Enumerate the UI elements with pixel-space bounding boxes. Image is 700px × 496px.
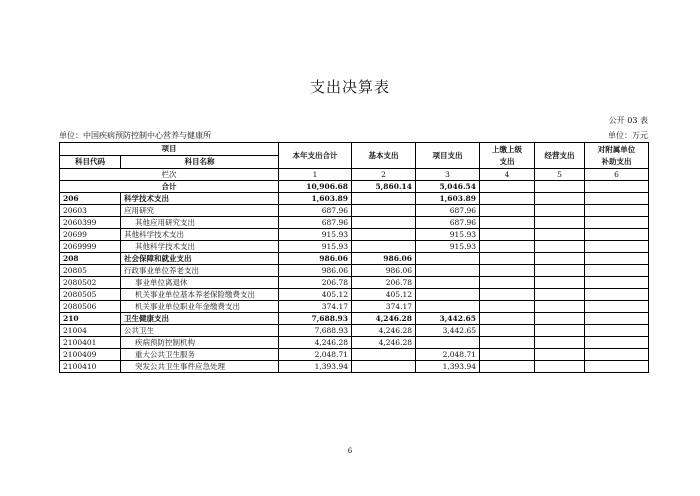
row-project: [416, 301, 480, 313]
row-name: 其他科学技术支出: [121, 241, 279, 253]
row-total: 1,393.94: [279, 361, 352, 373]
row-basic: 405.12: [352, 289, 416, 301]
row-name: 其他科学技术支出: [121, 229, 279, 241]
empty-cell: [480, 193, 535, 205]
header-total: 本年支出合计: [279, 143, 352, 169]
table-row: [60, 217, 649, 229]
table-row: [60, 265, 649, 277]
row-basic: 4,246.28: [352, 325, 416, 337]
row-basic: 986.06: [352, 253, 416, 265]
expenditure-table: [59, 142, 649, 373]
total-row: [60, 181, 649, 193]
row-code: 21004: [60, 325, 121, 337]
table-row: [60, 301, 649, 313]
row-total: 1,603.89: [279, 193, 352, 205]
form-number: 公开 03 表: [608, 116, 648, 125]
empty-cell: [585, 277, 649, 289]
empty-cell: [480, 205, 535, 217]
empty-cell: [585, 361, 649, 373]
row-basic: 206.78: [352, 277, 416, 289]
empty-cell: [535, 217, 585, 229]
empty-cell: [480, 229, 535, 241]
empty-cell: [585, 349, 649, 361]
row-name: 应用研究: [121, 205, 279, 217]
header-basic: 基本支出: [352, 143, 416, 169]
row-name: 行政事业单位养老支出: [121, 265, 279, 277]
empty-cell: [585, 325, 649, 337]
table-row: [60, 205, 649, 217]
row-code: 2080505: [60, 289, 121, 301]
empty-cell: [535, 253, 585, 265]
empty-cell: [535, 361, 585, 373]
empty-cell: [480, 241, 535, 253]
row-code: 20699: [60, 229, 121, 241]
total-label: 合计: [60, 181, 279, 193]
table-row: [60, 277, 649, 289]
total-amount: 10,906.68: [279, 181, 352, 193]
row-basic: 4,246.28: [352, 337, 416, 349]
column-index-row: [60, 169, 649, 181]
total-project: 5,046.54: [416, 181, 480, 193]
row-code: 2060399: [60, 217, 121, 229]
table-row: [60, 361, 649, 373]
row-total: 915.93: [279, 229, 352, 241]
page-title: 支出决算表: [309, 78, 390, 96]
row-code: 20603: [60, 205, 121, 217]
row-project: 915.93: [416, 229, 480, 241]
row-total: 986.06: [279, 253, 352, 265]
row-basic: [352, 205, 416, 217]
row-name: 疾病预防控制机构: [121, 337, 279, 349]
empty-cell: [585, 217, 649, 229]
empty-cell: [480, 313, 535, 325]
row-total: 206.78: [279, 277, 352, 289]
empty-cell: [535, 277, 585, 289]
column-index: 3: [416, 169, 480, 181]
header-upper-line2: 支出: [499, 156, 515, 166]
column-index: 4: [480, 169, 535, 181]
empty-cell: [480, 349, 535, 361]
empty-cell: [585, 181, 649, 193]
header-project: 项目: [60, 143, 279, 156]
row-name: 事业单位离退休: [121, 277, 279, 289]
empty-cell: [480, 325, 535, 337]
row-total: 7,688.93: [279, 325, 352, 337]
row-project: [416, 253, 480, 265]
empty-cell: [585, 193, 649, 205]
empty-cell: [535, 205, 585, 217]
row-name: 卫生健康支出: [121, 313, 279, 325]
column-index: 1: [279, 169, 352, 181]
empty-cell: [585, 205, 649, 217]
row-name: 其他应用研究支出: [121, 217, 279, 229]
currency-label: 单位：万元: [608, 131, 648, 140]
empty-cell: [535, 313, 585, 325]
empty-cell: [535, 193, 585, 205]
header-upper-line1: 上缴上级: [492, 144, 522, 154]
empty-cell: [480, 277, 535, 289]
row-project: 2,048.71: [416, 349, 480, 361]
row-total: 687.96: [279, 205, 352, 217]
empty-cell: [535, 349, 585, 361]
row-project: 915.93: [416, 241, 480, 253]
empty-cell: [480, 265, 535, 277]
row-name: 社会保障和就业支出: [121, 253, 279, 265]
row-total: 986.06: [279, 265, 352, 277]
empty-cell: [480, 217, 535, 229]
header-subsidiary-line1: 对附属单位: [597, 144, 636, 154]
empty-cell: [585, 301, 649, 313]
header-code: 科目代码: [60, 156, 121, 169]
header-business: 经营支出: [535, 143, 585, 169]
table-row: [60, 325, 649, 337]
row-code: 2069999: [60, 241, 121, 253]
table-row: [60, 229, 649, 241]
table-row: [60, 349, 649, 361]
row-total: 4,246.28: [279, 337, 352, 349]
header-subsidiary-line2: 补助支出: [601, 156, 632, 166]
table-row: [60, 313, 649, 325]
row-code: 208: [60, 253, 121, 265]
table-row: [60, 289, 649, 301]
row-basic: [352, 217, 416, 229]
header-subsidiary: [585, 143, 649, 169]
row-basic: [352, 361, 416, 373]
page-number: 6: [347, 447, 353, 455]
row-total: 374.17: [279, 301, 352, 313]
empty-cell: [535, 301, 585, 313]
column-index: 5: [535, 169, 585, 181]
empty-cell: [585, 265, 649, 277]
row-name: 机关事业单位基本养老保险缴费支出: [121, 289, 279, 301]
column-index-label: 栏次: [60, 169, 279, 181]
row-name: 科学技术支出: [121, 193, 279, 205]
empty-cell: [585, 241, 649, 253]
row-project: 3,442.65: [416, 313, 480, 325]
row-basic: [352, 193, 416, 205]
empty-cell: [480, 301, 535, 313]
empty-cell: [535, 241, 585, 253]
row-basic: 4,246.28: [352, 313, 416, 325]
row-code: 210: [60, 313, 121, 325]
header-project-expenditure: 项目支出: [416, 143, 480, 169]
row-code: 2080502: [60, 277, 121, 289]
empty-cell: [480, 337, 535, 349]
row-code: 2080506: [60, 301, 121, 313]
empty-cell: [535, 229, 585, 241]
empty-cell: [480, 253, 535, 265]
column-index: 2: [352, 169, 416, 181]
row-project: [416, 265, 480, 277]
empty-cell: [585, 337, 649, 349]
empty-cell: [480, 181, 535, 193]
total-basic: 5,860.14: [352, 181, 416, 193]
row-project: 1,393.94: [416, 361, 480, 373]
table-row: [60, 337, 649, 349]
row-project: [416, 289, 480, 301]
empty-cell: [535, 337, 585, 349]
header-upper: [480, 143, 535, 169]
row-total: 405.12: [279, 289, 352, 301]
row-name: 重大公共卫生服务: [121, 349, 279, 361]
row-name: 公共卫生: [121, 325, 279, 337]
row-project: [416, 337, 480, 349]
row-code: 20805: [60, 265, 121, 277]
header-name: 科目名称: [121, 156, 279, 169]
row-basic: 374.17: [352, 301, 416, 313]
row-code: 2100410: [60, 361, 121, 373]
row-code: 2100409: [60, 349, 121, 361]
unit-label: 单位：中国疾病预防控制中心营养与健康所: [59, 131, 211, 140]
empty-cell: [585, 253, 649, 265]
table-row: [60, 193, 649, 205]
row-project: 1,603.89: [416, 193, 480, 205]
empty-cell: [480, 361, 535, 373]
row-name: 突发公共卫生事件应急处理: [121, 361, 279, 373]
column-index: 6: [585, 169, 649, 181]
row-project: 687.96: [416, 205, 480, 217]
row-code: 206: [60, 193, 121, 205]
empty-cell: [535, 289, 585, 301]
row-total: 687.96: [279, 217, 352, 229]
header-row: [60, 143, 649, 156]
empty-cell: [535, 181, 585, 193]
table-row: [60, 241, 649, 253]
table-row: [60, 253, 649, 265]
row-total: 915.93: [279, 241, 352, 253]
row-code: 2100401: [60, 337, 121, 349]
empty-cell: [585, 313, 649, 325]
empty-cell: [480, 289, 535, 301]
empty-cell: [585, 289, 649, 301]
row-project: 687.96: [416, 217, 480, 229]
row-basic: 986.06: [352, 265, 416, 277]
row-project: 3,442.65: [416, 325, 480, 337]
row-total: 7,688.93: [279, 313, 352, 325]
row-basic: [352, 241, 416, 253]
row-basic: [352, 349, 416, 361]
empty-cell: [585, 229, 649, 241]
row-total: 2,048.71: [279, 349, 352, 361]
empty-cell: [535, 265, 585, 277]
row-project: [416, 277, 480, 289]
row-name: 机关事业单位职业年金缴费支出: [121, 301, 279, 313]
empty-cell: [535, 325, 585, 337]
row-basic: [352, 229, 416, 241]
